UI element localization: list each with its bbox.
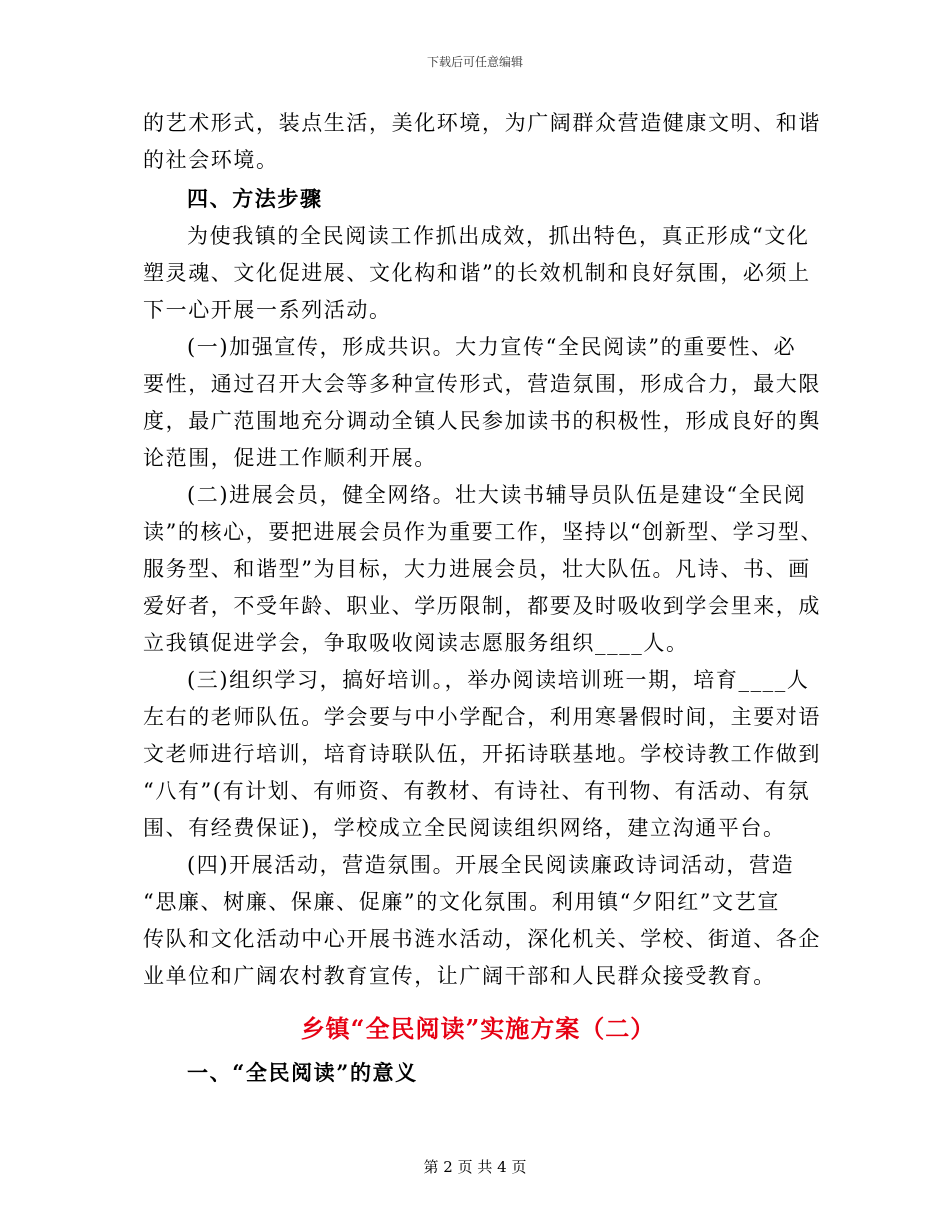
document-title-part-2: 乡镇“全民阅读”实施方案（二） — [300, 1014, 656, 1043]
text-line: (一)加强宣传，形成共识。大力宣传“全民阅读”的重要性、必 — [187, 335, 797, 359]
text-line: 要性，通过召开大会等多种宣传形式，营造氛围，形成合力，最大限 — [143, 372, 821, 396]
text-line: (三)组织学习，搞好培训。，举办阅读培训班一期，培育____人 — [187, 668, 810, 692]
text-line: 读”的核心，要把进展会员作为重要工作，坚持以“创新型、学习型、 — [143, 520, 824, 544]
spacer — [143, 995, 813, 1007]
text-line: 的社会环境。 — [143, 148, 279, 172]
text-line: 文老师进行培训，培育诗联队伍，开拓诗联基地。学校诗教工作做到 — [143, 742, 821, 766]
text-line: 围、有经费保证)，学校成立全民阅读组织网络，建立沟通平台。 — [143, 816, 786, 840]
text-line: 服务型、和谐型”为目标，大力进展会员，壮大队伍。凡诗、书、画 — [143, 557, 811, 581]
section-heading-methods: 四、方法步骤 — [187, 186, 323, 211]
page-header-note: 下载后可任意编辑 — [426, 55, 523, 69]
text-line: 业单位和广阔农村教育宣传，让广阔干部和人民群众接受教育。 — [143, 964, 776, 988]
text-line: 为使我镇的全民阅读工作抓出成效，抓出特色，真正形成“文化 — [187, 224, 810, 248]
page-number-footer: 第 2 页 共 4 页 — [423, 1158, 527, 1176]
text-line: 论范围，促进工作顺利开展。 — [143, 446, 437, 470]
paragraph-step-1 — [143, 329, 821, 477]
text-line: 塑灵魂、文化促进展、文化构和谐”的长效机制和良好氛围，必须上 — [143, 261, 811, 285]
text-line: 爱好者，不受年龄、职业、学历限制，都要及时吸收到学会里来，成 — [143, 594, 821, 618]
paragraph-step-4 — [143, 847, 821, 995]
text-line: 传队和文化活动中心开展书涟水活动，深化机关、学校、街道、各企 — [143, 927, 821, 951]
paragraph-step-3 — [143, 662, 821, 847]
text-line: 下一心开展一系列活动。 — [143, 298, 392, 322]
paragraph-step-2 — [143, 477, 824, 662]
text-line: 度，最广范围地充分调动全镇人民参加读书的积极性，形成良好的舆 — [143, 409, 821, 433]
document-body — [143, 105, 824, 1095]
text-line: “思廉、树廉、保廉、促廉”的文化氛围。利用镇“夕阳红”文艺宣 — [143, 890, 780, 914]
paragraph-continuation — [143, 105, 821, 179]
text-line: 的艺术形式，装点生活，美化环境，为广阔群众营造健康文明、和谐 — [143, 111, 821, 135]
text-line: 左右的老师队伍。学会要与中小学配合，利用寒暑假时间，主要对语 — [143, 705, 821, 729]
section-heading-significance: 一、“全民阅读”的意义 — [187, 1060, 418, 1085]
text-line: (四)开展活动，营造氛围。开展全民阅读廉政诗词活动，营造 — [187, 853, 795, 877]
paragraph-intro — [143, 218, 813, 329]
text-line: 立我镇促进学会，争取吸收阅读志愿服务组织____人。 — [143, 631, 689, 655]
text-line: “八有”(有计划、有师资、有教材、有诗社、有刊物、有活动、有氛 — [143, 779, 811, 803]
text-line: (二)进展会员，健全网络。壮大读书辅导员队伍是建设“全民阅 — [187, 483, 807, 507]
